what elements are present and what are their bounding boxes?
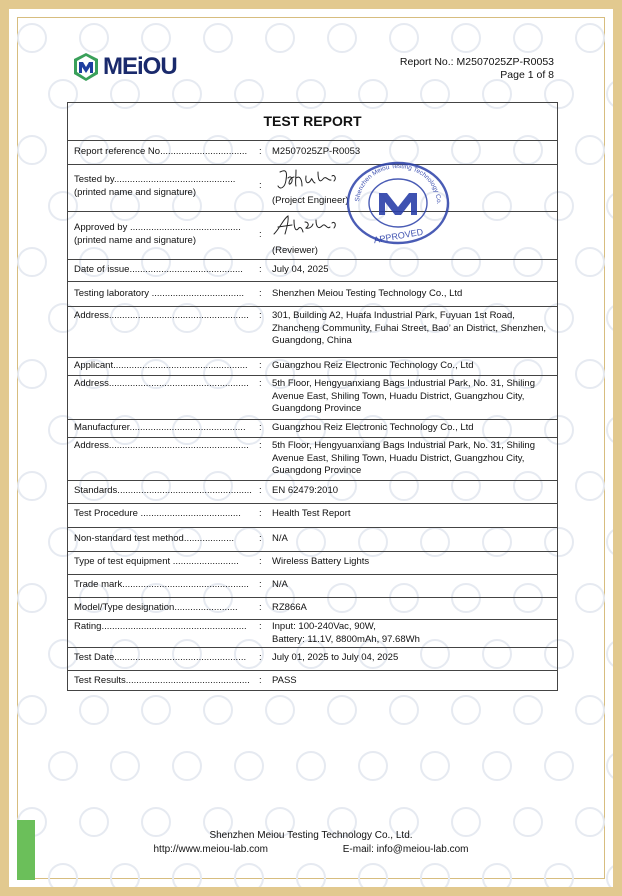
table-row: Approved by .......................................... (printed name and signature) : (Reviewer) — [68, 211, 557, 260]
row-label: Approved by .......................................... — [74, 222, 241, 233]
footer-email[interactable]: E-mail: info@meiou-lab.com — [342, 844, 469, 855]
row-value: July 01, 2025 to July 04, 2025 — [272, 652, 399, 663]
report-header — [400, 56, 554, 82]
row-label: Test Date.................................................. — [74, 652, 247, 663]
row-value: PASS — [272, 675, 297, 686]
row-label: Date of issue........................................... — [74, 264, 243, 275]
row-value: July 04, 2025 — [272, 264, 329, 275]
row-value-line2: Battery: 11.1V, 8800mAh, 97.68Wh — [272, 633, 420, 645]
row-value: Shenzhen Meiou Testing Technology Co., Ltd — [272, 288, 463, 299]
row-value: Health Test Report — [272, 508, 351, 519]
table-row: Manufacturer............................................ : Guangzhou Reiz Electronic Technology Co., Ltd — [68, 419, 557, 438]
table-row: Tested by.............................................. (printed name and signature) : (Project Engineer) — [68, 164, 557, 212]
row-value: N/A — [272, 579, 288, 590]
table-row: Address..................................................... : 5th Floor, Hengyuanxiang Bags Industrial Park, No. 31, Shiling Avenue East, Shiling Town, Huadu District, Guangzhou City, Guangdong Province — [68, 375, 557, 420]
table-row: Test Procedure ...................................... : Health Test Report — [68, 503, 557, 528]
row-value: M2507025ZP-R0053 — [272, 146, 361, 157]
footer-website[interactable]: http://www.meiou-lab.com — [153, 844, 268, 855]
company-logo — [72, 52, 177, 82]
footer-company: Shenzhen Meiou Testing Technology Co., Ltd. — [209, 830, 413, 841]
tester-signature — [274, 166, 354, 196]
row-sublabel: (printed name and signature) — [74, 234, 196, 246]
row-value: 301, Building A2, Huafa Industrial Park, Fuyuan 1st Road, Zhancheng Community, Fuhai Street, Bao’ an District, Shenzhen, Guangdong, China — [272, 310, 547, 346]
table-row: Date of issue........................................... : July 04, 2025 — [68, 259, 557, 282]
row-label: Address..................................................... — [74, 310, 249, 321]
report-number: Report No.: M2507025ZP-R0053 — [399, 56, 554, 68]
table-row: Address..................................................... : 5th Floor, Hengyuanxiang Bags Industrial Park, No. 31, Shiling Avenue East, Shiling Town, Huadu District, Guangzhou City, Guangdong Province — [68, 437, 557, 481]
row-value: RZ866A — [272, 602, 307, 613]
table-row: Report reference No................................. : M2507025ZP-R0053 — [68, 140, 557, 165]
table-row: Model/Type designation........................ : RZ866A — [68, 597, 557, 620]
svg-text:Shenzhen Meiou Testing Technol — [345, 160, 442, 205]
table-row: Test Date.................................................. : July 01, 2025 to July 04, 2025 — [68, 647, 557, 671]
table-row: Type of test equipment ......................... : Wireless Battery Lights — [68, 551, 557, 575]
row-label: Test Procedure ...................................... — [74, 508, 241, 519]
approval-stamp — [345, 160, 451, 246]
brand-name: MEiOU — [103, 53, 177, 80]
report-title: TEST REPORT — [68, 103, 557, 141]
row-label: Applicant................................................... — [74, 360, 248, 371]
meiou-logo-icon — [72, 52, 100, 82]
row-label: Manufacturer............................................ — [74, 422, 246, 433]
table-row: Test Results............................................... : PASS — [68, 670, 557, 691]
reviewer-signature — [270, 212, 350, 238]
row-label: Standards................................................... — [74, 485, 252, 496]
page-footer — [0, 829, 622, 857]
row-value: N/A — [272, 533, 288, 544]
table-row: Applicant................................................... : Guangzhou Reiz Electronic Technology Co., Ltd — [68, 357, 557, 376]
table-row: Rating....................................................... : Input: 100-240Vac, 90W, Battery: 11.1V, 8800mAh, 97.68Wh — [68, 619, 557, 648]
row-label: Rating....................................................... — [74, 621, 247, 632]
row-value: 5th Floor, Hengyuanxiang Bags Industrial Park, No. 31, Shiling Avenue East, Shiling Town, Huadu District, Guangzhou City, Guangdong Province — [272, 440, 535, 476]
row-value: (Project Engineer) — [272, 195, 349, 206]
row-label: Testing laboratory ................................... — [74, 288, 245, 299]
table-row: Address..................................................... : 301, Building A2, Huafa Industrial Park, Fuyuan 1st Road, Zhancheng Community, Fuhai Street, Bao’ an District, Shenzhen, Guangdong, China — [68, 306, 557, 358]
table-row: Standards................................................... : EN 62479:2010 — [68, 480, 557, 504]
table-row: Trade mark................................................ : N/A — [68, 574, 557, 598]
row-value: Guangzhou Reiz Electronic Technology Co., Ltd — [272, 360, 474, 371]
row-value: Input: 100-240Vac, 90W, — [272, 621, 376, 632]
row-label: Address..................................................... — [74, 440, 249, 451]
row-label: Non-standard test method................... — [74, 533, 234, 544]
row-label: Type of test equipment ......................... — [74, 556, 239, 567]
row-value: 5th Floor, Hengyuanxiang Bags Industrial Park, No. 31, Shiling Avenue East, Shiling Town, Huadu District, Guangzhou City, Guangdong Province — [272, 378, 535, 414]
row-label: Address..................................................... — [74, 378, 249, 389]
row-label: Test Results............................................... — [74, 675, 250, 686]
page-indicator: Page 1 of 8 — [500, 69, 554, 81]
row-label: Tested by.............................................. — [74, 174, 236, 185]
table-row: Non-standard test method................... : N/A — [68, 527, 557, 552]
row-label: Trade mark................................................ — [74, 579, 249, 590]
row-sublabel: (printed name and signature) — [74, 186, 196, 198]
stamp-approved-text: APPROVED — [372, 226, 424, 246]
row-value: Wireless Battery Lights — [272, 556, 370, 567]
row-value: Guangzhou Reiz Electronic Technology Co., Ltd — [272, 422, 474, 433]
row-label: Model/Type designation........................ — [74, 602, 238, 613]
stamp-text-top: Shenzhen Meiou Testing Technology Co. — [354, 162, 443, 205]
row-value: (Reviewer) — [272, 245, 318, 256]
row-label: Report reference No................................. — [74, 146, 248, 157]
table-row: Testing laboratory ................................... : Shenzhen Meiou Testing Technology Co., Ltd — [68, 281, 557, 307]
row-value: EN 62479:2010 — [272, 485, 339, 496]
